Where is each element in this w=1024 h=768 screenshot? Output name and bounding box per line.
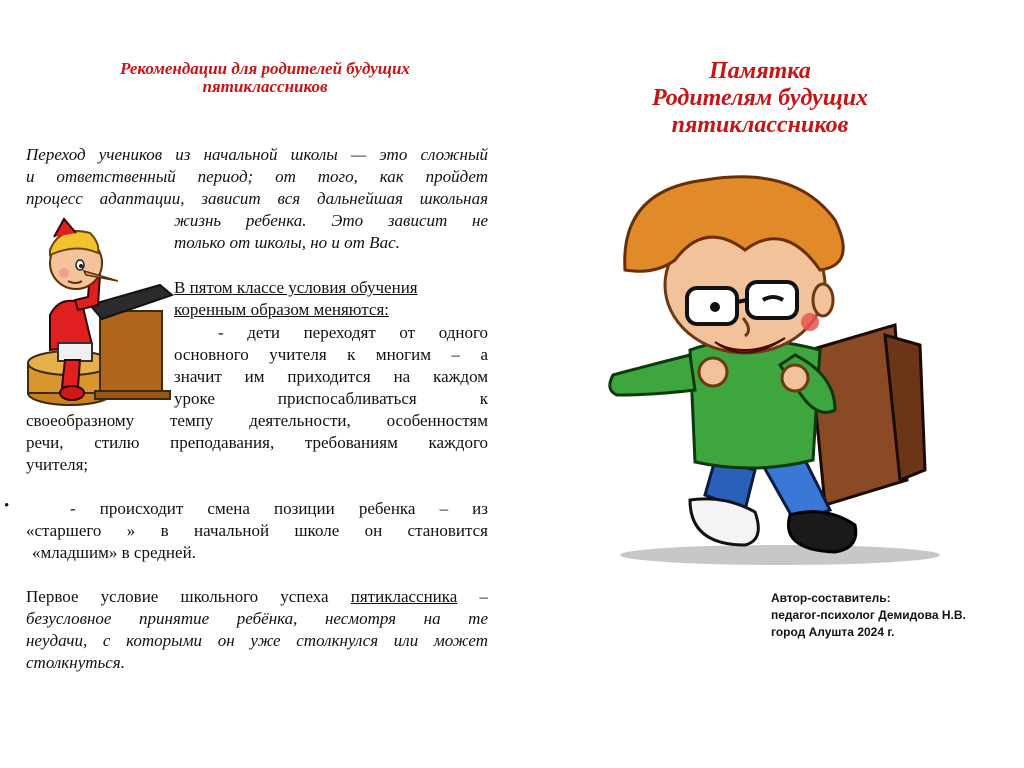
intro-paragraph-cont: жизнь ребенка. Это зависит не xyxy=(174,211,488,230)
intro-paragraph-end: только от школы, но и от Вас. xyxy=(174,233,400,252)
list-item-position: - происходит смена позиции ребенка – из «старшего » в начальной школе он становится xyxy=(26,499,488,540)
intro-paragraph: Переход учеников из начальной школы — это сложный и ответственный период; от того, как пройдет процесс адаптации, зависит вся дальнейшая школьная xyxy=(26,145,488,208)
success-condition-paragraph: Первое условие школьного успеха пятиклассника – безусловное принятие ребёнка, несмотря на те неудачи, с которыми он уже столкнулся или может xyxy=(26,587,489,650)
pinocchio-at-desk-illustration xyxy=(20,215,175,410)
author-credits: Автор-составитель: педагог-психолог Демидова Н.В. город Алушта 2024 г. xyxy=(771,591,966,639)
success-condition-end: столкнуться. xyxy=(26,653,125,672)
list-item-teachers: - дети переходят от одного основного учителя к многим – а значит им приходится на каждом уроке приспосабливаться к xyxy=(174,323,488,408)
list-item-position-end: «младшим» в средней. xyxy=(32,543,196,562)
bullet-mark: • xyxy=(4,498,10,514)
brochure-title: Памятка Родителям будущих пятиклассников xyxy=(651,58,869,138)
fifth-grade-heading: В пятом классе условия обучения коренным образом меняются: xyxy=(174,278,418,319)
schoolboy-with-backpack-illustration xyxy=(595,150,955,575)
list-item-teachers-end: учителя; xyxy=(26,455,89,474)
list-item-teachers-cont: своеобразному темпу деятельности, особенностям речи, стилю преподавания, требованиям каждого xyxy=(26,411,488,452)
left-panel-title: Рекомендации для родителей будущих пятиклассников xyxy=(120,59,410,96)
